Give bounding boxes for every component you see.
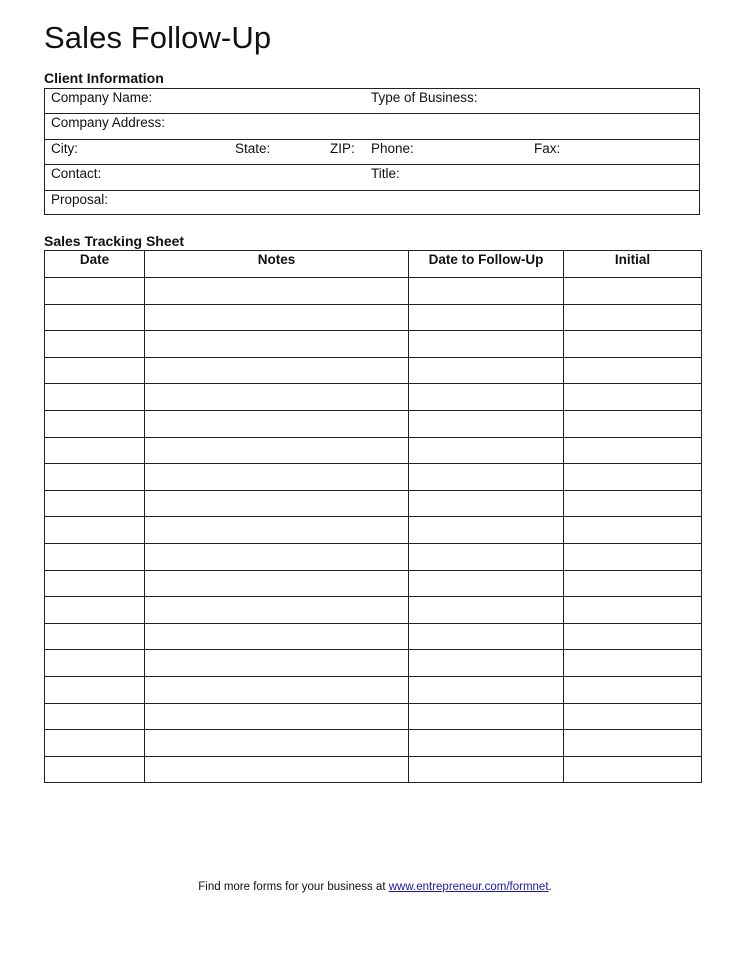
- initial-cell[interactable]: [564, 490, 702, 517]
- type-of-business-field[interactable]: Type of Business:: [371, 90, 478, 105]
- date-cell[interactable]: [45, 756, 145, 783]
- sales-tracking-heading: Sales Tracking Sheet: [44, 233, 185, 249]
- table-row: [45, 650, 702, 677]
- date-cell[interactable]: [45, 597, 145, 624]
- date-cell[interactable]: [45, 410, 145, 437]
- follow-up-date-cell[interactable]: [409, 730, 564, 757]
- initial-cell[interactable]: [564, 597, 702, 624]
- table-row: [45, 278, 702, 305]
- follow-up-date-cell[interactable]: [409, 357, 564, 384]
- notes-cell[interactable]: [145, 650, 409, 677]
- notes-cell[interactable]: [145, 464, 409, 491]
- table-row: [45, 304, 702, 331]
- fax-field[interactable]: Fax:: [534, 140, 561, 156]
- follow-up-date-cell[interactable]: [409, 543, 564, 570]
- notes-cell[interactable]: [145, 676, 409, 703]
- table-row: [45, 703, 702, 730]
- follow-up-date-cell[interactable]: [409, 410, 564, 437]
- follow-up-date-cell[interactable]: [409, 570, 564, 597]
- initial-cell[interactable]: [564, 543, 702, 570]
- client-row-contact: [45, 165, 699, 190]
- notes-cell[interactable]: [145, 357, 409, 384]
- company-name-field[interactable]: Company Name:: [51, 90, 153, 105]
- column-header-notes: Notes: [145, 251, 409, 278]
- follow-up-date-cell[interactable]: [409, 703, 564, 730]
- notes-cell[interactable]: [145, 517, 409, 544]
- notes-cell[interactable]: [145, 410, 409, 437]
- table-row: [45, 597, 702, 624]
- title-field[interactable]: Title:: [371, 166, 400, 182]
- phone-field[interactable]: Phone:: [371, 140, 414, 156]
- follow-up-date-cell[interactable]: [409, 650, 564, 677]
- column-header-initial: Initial: [564, 251, 702, 278]
- company-address-field[interactable]: Company Address:: [51, 115, 166, 131]
- date-cell[interactable]: [45, 517, 145, 544]
- client-information-heading: Client Information: [44, 70, 164, 86]
- table-row: [45, 730, 702, 757]
- table-header-row: [45, 251, 702, 278]
- date-cell[interactable]: [45, 730, 145, 757]
- initial-cell[interactable]: [564, 517, 702, 544]
- tracking-table-body: [45, 278, 702, 783]
- follow-up-date-cell[interactable]: [409, 597, 564, 624]
- follow-up-date-cell[interactable]: [409, 278, 564, 305]
- zip-field[interactable]: ZIP:: [330, 140, 355, 156]
- city-field[interactable]: City:: [51, 140, 78, 156]
- initial-cell[interactable]: [564, 278, 702, 305]
- initial-cell[interactable]: [564, 730, 702, 757]
- client-information-box: [44, 88, 700, 215]
- initial-cell[interactable]: [564, 676, 702, 703]
- follow-up-date-cell[interactable]: [409, 437, 564, 464]
- follow-up-date-cell[interactable]: [409, 490, 564, 517]
- notes-cell[interactable]: [145, 543, 409, 570]
- notes-cell[interactable]: [145, 437, 409, 464]
- contact-field[interactable]: Contact:: [51, 166, 102, 182]
- notes-cell[interactable]: [145, 623, 409, 650]
- follow-up-date-cell[interactable]: [409, 331, 564, 358]
- initial-cell[interactable]: [564, 437, 702, 464]
- table-row: [45, 517, 702, 544]
- sales-tracking-table: [44, 250, 702, 783]
- table-row: [45, 464, 702, 491]
- state-field[interactable]: State:: [235, 140, 271, 156]
- table-row: [45, 676, 702, 703]
- date-cell[interactable]: [45, 703, 145, 730]
- table-row: [45, 543, 702, 570]
- date-cell[interactable]: [45, 464, 145, 491]
- date-cell[interactable]: [45, 650, 145, 677]
- date-cell[interactable]: [45, 490, 145, 517]
- initial-cell[interactable]: [564, 357, 702, 384]
- proposal-field[interactable]: Proposal:: [51, 191, 109, 207]
- notes-cell[interactable]: [145, 278, 409, 305]
- follow-up-date-cell[interactable]: [409, 676, 564, 703]
- notes-cell[interactable]: [145, 570, 409, 597]
- table-row: [45, 357, 702, 384]
- date-cell[interactable]: [45, 278, 145, 305]
- date-cell[interactable]: [45, 304, 145, 331]
- client-row-company: [45, 89, 699, 114]
- table-row: [45, 756, 702, 783]
- client-row-location: [45, 140, 699, 165]
- footer-suffix: .: [548, 881, 552, 893]
- page-title: Sales Follow-Up: [44, 20, 272, 55]
- follow-up-date-cell[interactable]: [409, 756, 564, 783]
- initial-cell[interactable]: [564, 464, 702, 491]
- notes-cell[interactable]: [145, 490, 409, 517]
- table-row: [45, 623, 702, 650]
- date-cell[interactable]: [45, 543, 145, 570]
- initial-cell[interactable]: [564, 384, 702, 411]
- table-row: [45, 331, 702, 358]
- notes-cell[interactable]: [145, 597, 409, 624]
- initial-cell[interactable]: [564, 304, 702, 331]
- initial-cell[interactable]: [564, 756, 702, 783]
- initial-cell[interactable]: [564, 703, 702, 730]
- table-row: [45, 384, 702, 411]
- follow-up-date-cell[interactable]: [409, 304, 564, 331]
- date-cell[interactable]: [45, 331, 145, 358]
- follow-up-date-cell[interactable]: [409, 623, 564, 650]
- date-cell[interactable]: [45, 570, 145, 597]
- notes-cell[interactable]: [145, 730, 409, 757]
- table-row: [45, 437, 702, 464]
- client-row-address: [45, 114, 699, 139]
- client-row-proposal: [45, 191, 699, 216]
- column-header-date: Date: [45, 251, 145, 278]
- initial-cell[interactable]: [564, 410, 702, 437]
- date-cell[interactable]: [45, 437, 145, 464]
- follow-up-date-cell[interactable]: [409, 464, 564, 491]
- initial-cell[interactable]: [564, 331, 702, 358]
- date-cell[interactable]: [45, 676, 145, 703]
- follow-up-date-cell[interactable]: [409, 384, 564, 411]
- table-row: [45, 410, 702, 437]
- footer-link[interactable]: www.entrepreneur.com/formnet: [388, 881, 549, 893]
- date-cell[interactable]: [45, 384, 145, 411]
- initial-cell[interactable]: [564, 623, 702, 650]
- table-row: [45, 570, 702, 597]
- follow-up-date-cell[interactable]: [409, 517, 564, 544]
- date-cell[interactable]: [45, 357, 145, 384]
- footer-text: Find more forms for your business at: [198, 881, 389, 893]
- notes-cell[interactable]: [145, 756, 409, 783]
- notes-cell[interactable]: [145, 384, 409, 411]
- initial-cell[interactable]: [564, 570, 702, 597]
- table-row: [45, 490, 702, 517]
- column-header-follow-up-date: Date to Follow-Up: [409, 251, 564, 278]
- initial-cell[interactable]: [564, 650, 702, 677]
- date-cell[interactable]: [45, 623, 145, 650]
- notes-cell[interactable]: [145, 304, 409, 331]
- notes-cell[interactable]: [145, 703, 409, 730]
- notes-cell[interactable]: [145, 331, 409, 358]
- footer: [0, 881, 750, 893]
